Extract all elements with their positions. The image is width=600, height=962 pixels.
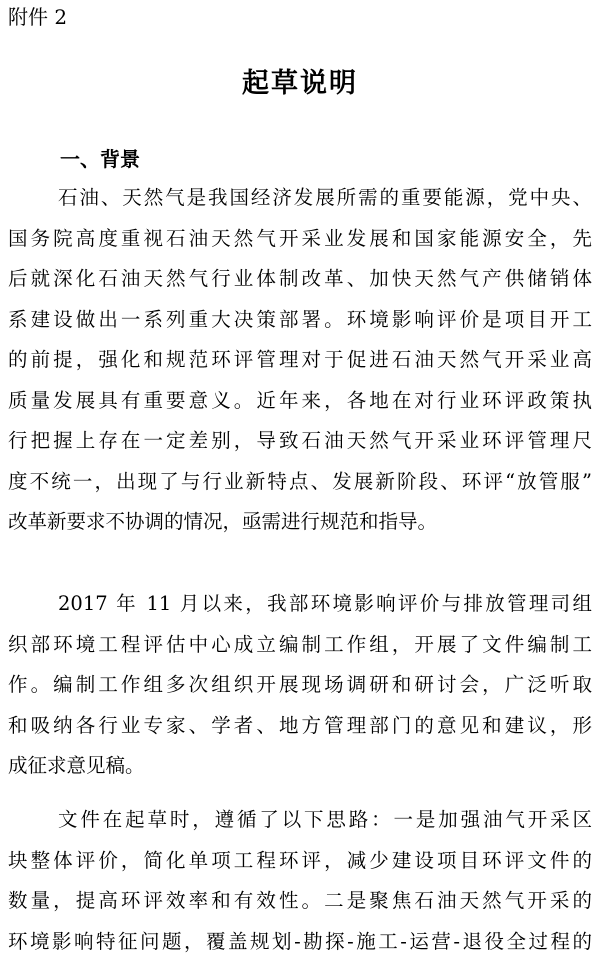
paragraph-line: 成征求意见稿。 (8, 754, 145, 777)
paragraph-background (0, 178, 600, 543)
paragraph-line: 文件在起草时，遵循了以下思路：一是加强油气开采区 (58, 808, 592, 831)
paragraph-line: 质量发展具有重要意义。近年来，各地在对行业环评政策执 (8, 388, 592, 412)
paragraph-line: 和吸纳各行业专家、学者、地方管理部门的意见和建议，形 (8, 713, 592, 737)
paragraph-line: 的前提，强化和规范环评管理对于促进石油天然气开采业高 (8, 348, 592, 371)
paragraph-drafting-approach (0, 800, 600, 962)
document-title: 起草说明 (242, 68, 358, 99)
paragraph-line: 行把握上存在一定差别，导致石油天然气开采业环评管理尺 (8, 429, 592, 452)
section-heading-background: 一、背景 (60, 147, 140, 171)
attachment-label: 附件 2 (8, 5, 68, 29)
paragraph-line: 系建设做出一系列重大决策部署。环境影响评价是项目开工 (8, 307, 592, 331)
paragraph-drafting-process (0, 584, 600, 787)
paragraph-line: 改革新要求不协调的情况，亟需进行规范和指导。 (8, 510, 438, 533)
paragraph-line: 2017 年 11 月以来，我部环境影响评价与排放管理司组 (58, 592, 592, 615)
paragraph-line: 石油、天然气是我国经济发展所需的重要能源，党中央、 (58, 186, 592, 209)
paragraph-line: 国务院高度重视石油天然气开采业发展和国家能源安全，先 (8, 226, 592, 250)
paragraph-line: 度不统一，出现了与行业新特点、发展新阶段、环评“放管服” (8, 469, 592, 493)
paragraph-line: 后就深化石油天然气行业体制改革、加快天然气产供储销体 (8, 267, 592, 290)
paragraph-line: 数量，提高环评效率和有效性。二是聚焦石油天然气开采的 (8, 889, 592, 912)
paragraph-line: 作。编制工作组多次组织开展现场调研和研讨会，广泛听取 (8, 673, 592, 696)
paragraph-line: 环境影响特征问题，覆盖规划-勘探-施工-运营-退役全过程的 (8, 929, 592, 953)
paragraph-line: 织部环境工程评估中心成立编制工作组，开展了文件编制工 (8, 632, 592, 656)
paragraph-line: 块整体评价，简化单项工程环评，减少建设项目环评文件的 (8, 848, 592, 872)
